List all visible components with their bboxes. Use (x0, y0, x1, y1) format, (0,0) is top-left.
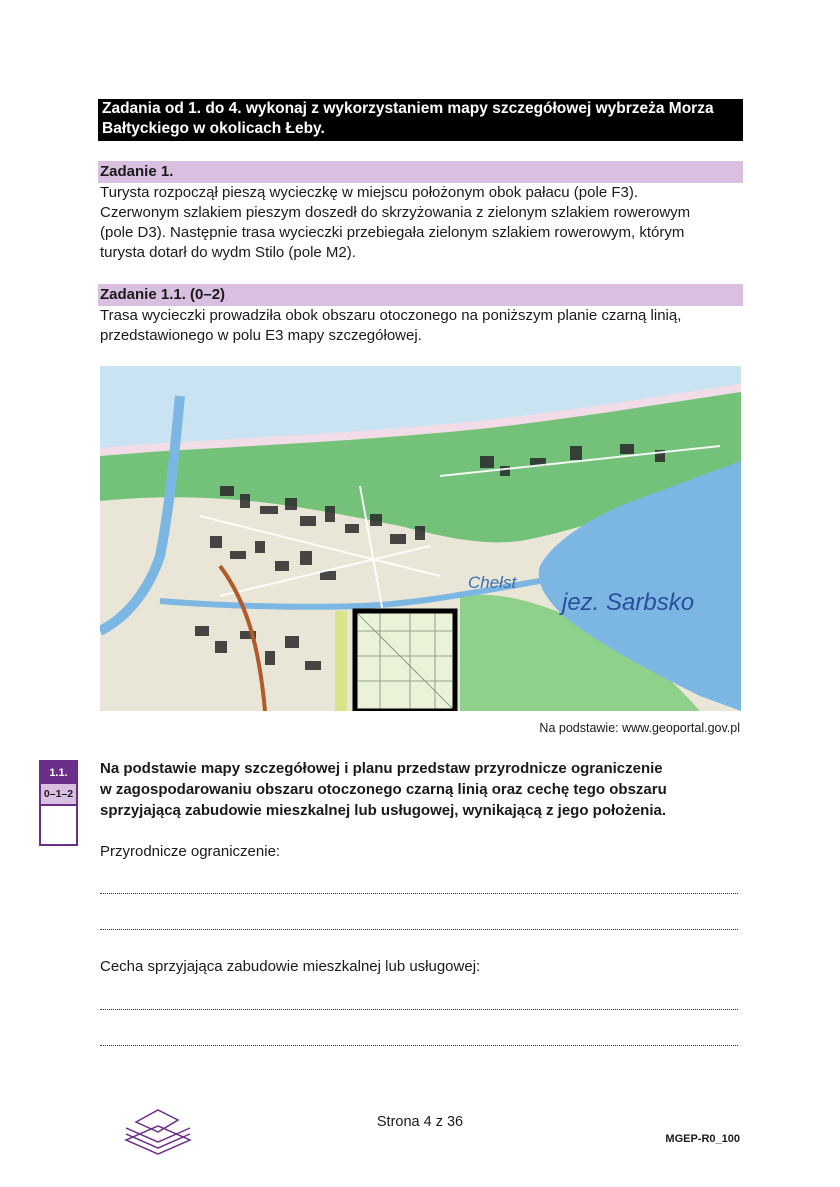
detail-map (100, 366, 741, 711)
map-source-caption: Na podstawie: www.geoportal.gov.pl (539, 721, 740, 735)
task-1-line: turysta dotarł do wydm Stilo (pole M2). (100, 244, 356, 261)
exam-logo-icon (122, 1104, 194, 1160)
answer-label-feature: Cecha sprzyjająca zabudowie mieszkalnej lub usługowej: (100, 958, 481, 975)
section-header (98, 99, 743, 141)
answer-line-feature-1[interactable] (100, 1009, 738, 1010)
answer-label-constraint: Przyrodnicze ograniczenie: (100, 843, 281, 860)
score-field[interactable] (41, 806, 76, 844)
task-1-line: Turysta rozpoczął pieszą wycieczkę w miejscu położonym obok pałacu (pole F3). (100, 184, 639, 201)
score-box (39, 760, 78, 846)
task-1-line: (pole D3). Następnie trasa wycieczki przebiegała zielonym szlakiem rowerowym, którym (100, 224, 685, 241)
score-range: 0–1–2 (41, 784, 76, 806)
task-1-text (100, 183, 740, 263)
task-1-line: Czerwonym szlakiem pieszym doszedł do skrzyżowania z zielonym szlakiem rowerowym (100, 204, 691, 221)
task-1-1-text (100, 306, 740, 346)
answer-line-constraint-2[interactable] (100, 929, 738, 930)
question-line: Na podstawie mapy szczegółowej i planu przedstaw przyrodnicze ograniczenie (100, 760, 663, 777)
score-number: 1.1. (41, 762, 76, 784)
task-1-title: Zadanie 1. (98, 161, 743, 183)
task-1-1-line: Trasa wycieczki prowadziła obok obszaru otoczonego na poniższym planie czarną linią, (100, 307, 682, 324)
question-text (100, 758, 720, 821)
answer-line-constraint-1[interactable] (100, 893, 738, 894)
section-header-line1: Zadania od 1. do 4. wykonaj z wykorzystaniem mapy szczegółowej wybrzeża Morza (102, 100, 714, 117)
question-line: sprzyjającą zabudowie mieszkalnej lub usługowej, wynikającą z jego położenia. (100, 802, 667, 819)
exam-code: MGEP-R0_100 (665, 1133, 740, 1145)
section-header-line2: Bałtyckiego w okolicach Łeby. (102, 120, 325, 137)
task-1-1-line: przedstawionego w polu E3 mapy szczegółowej. (100, 327, 422, 344)
task-1-1-title: Zadanie 1.1. (0–2) (98, 284, 743, 306)
river-label: Chełst (468, 573, 517, 592)
page-number: Strona 4 z 36 (376, 1114, 464, 1130)
question-line: w zagospodarowaniu obszaru otoczonego czarną linią oraz cechę tego obszaru (100, 781, 667, 798)
lake-label: jez. Sarbsko (562, 589, 695, 616)
answer-line-feature-2[interactable] (100, 1045, 738, 1046)
